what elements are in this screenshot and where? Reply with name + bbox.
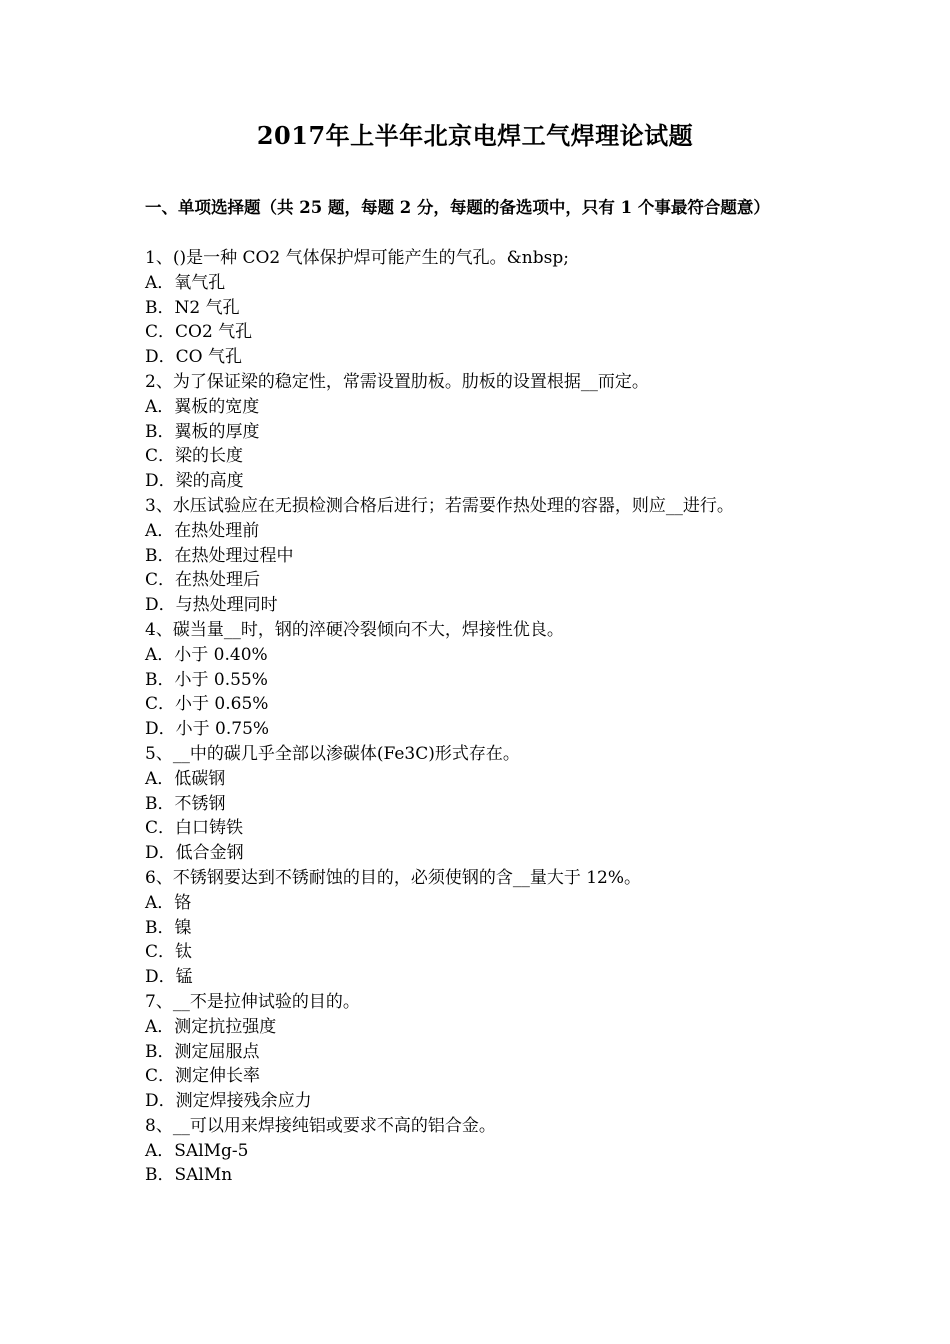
option-a: A．SAlMg-5 — [145, 1140, 249, 1161]
question-5 — [145, 742, 825, 866]
question-stem: 1、()是一种 CO2 气体保护焊可能产生的气孔。&nbsp; — [145, 248, 569, 268]
option-b: B．不锈钢 — [145, 793, 226, 814]
option-c: C．小于 0.65% — [145, 694, 269, 715]
question-stem: 2、为了保证梁的稳定性，常需设置肋板。肋板的设置根据__而定。 — [145, 371, 649, 392]
question-4 — [145, 618, 825, 742]
option-d: D．锰 — [145, 967, 193, 988]
option-c: C．梁的长度 — [145, 446, 244, 467]
option-c: C．在热处理后 — [145, 570, 261, 591]
option-d: D．与热处理同时 — [145, 595, 278, 616]
question-7 — [145, 990, 825, 1114]
option-b: B．小于 0.55% — [145, 669, 268, 690]
option-a: A．在热处理前 — [145, 520, 260, 541]
question-stem: 5、__中的碳几乎全部以渗碳体(Fe3C)形式存在。 — [145, 743, 520, 764]
option-b: B．镍 — [145, 917, 192, 938]
option-a: A．氧气孔 — [145, 272, 226, 293]
option-a: A．翼板的宽度 — [145, 396, 260, 417]
document-title: 2017年上半年北京电焊工气焊理论试题 — [256, 121, 694, 150]
question-1 — [145, 246, 825, 370]
section-heading: 一、单项选择题（共 25 题，每题 2 分，每题的备选项中，只有 1 个事最符合题意） — [145, 198, 770, 217]
option-d: D．CO 气孔 — [145, 347, 242, 368]
option-c: C．白口铸铁 — [145, 818, 244, 839]
option-d: D．测定焊接残余应力 — [145, 1091, 312, 1112]
option-d: D．小于 0.75% — [145, 719, 270, 740]
option-d: D．梁的高度 — [145, 471, 244, 492]
option-b: B．在热处理过程中 — [145, 545, 294, 566]
question-stem: 4、碳当量__时，钢的淬硬冷裂倾向不大，焊接性优良。 — [145, 619, 564, 640]
question-list — [145, 246, 825, 1188]
question-6 — [145, 866, 825, 990]
question-stem: 8、__可以用来焊接纯铝或要求不高的铝合金。 — [145, 1115, 496, 1136]
question-2 — [145, 370, 825, 494]
option-a: A．测定抗拉强度 — [145, 1016, 277, 1037]
option-c: C．测定伸长率 — [145, 1066, 261, 1087]
question-stem: 6、不锈钢要达到不锈耐蚀的目的，必须使钢的含__量大于 12%。 — [145, 867, 642, 888]
question-stem: 3、水压试验应在无损检测合格后进行；若需要作热处理的容器，则应__进行。 — [145, 495, 734, 516]
question-8 — [145, 1114, 825, 1188]
option-b: B．N2 气孔 — [145, 297, 240, 318]
question-3 — [145, 494, 825, 618]
option-a: A．低碳钢 — [145, 768, 226, 789]
question-stem: 7、__不是拉伸试验的目的。 — [145, 991, 360, 1012]
option-b: B．SAlMn — [145, 1165, 233, 1186]
option-b: B．翼板的厚度 — [145, 421, 260, 442]
option-a: A．铬 — [145, 892, 192, 913]
option-c: C．CO2 气孔 — [145, 322, 253, 343]
option-d: D．低合金钢 — [145, 843, 244, 864]
option-b: B．测定屈服点 — [145, 1041, 260, 1062]
option-a: A．小于 0.40% — [145, 644, 268, 665]
option-c: C．钛 — [145, 942, 193, 963]
